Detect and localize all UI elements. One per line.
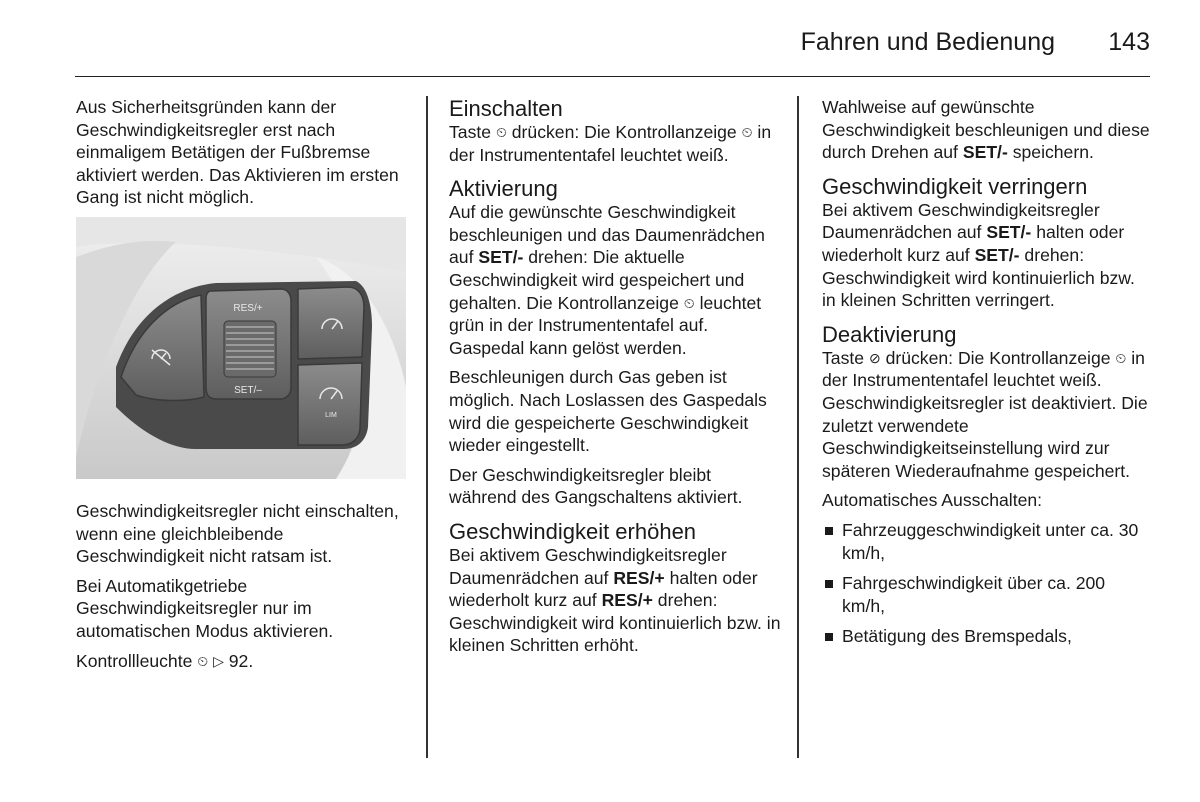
- set-label: SET/–: [234, 384, 262, 396]
- paragraph: Bei Automatikgetriebe Geschwindigkeitsregler nur im automatischen Modus aktivieren.: [76, 575, 334, 641]
- page-header: [75, 20, 1150, 77]
- column-divider: [797, 96, 799, 758]
- bullet-list: [822, 519, 1152, 648]
- heading-erhoehen: Geschwindigkeit erhöhen: [449, 518, 697, 544]
- paragraph: Taste ⏲ drücken: Die Kontrollanzeige ⏲ in der Instrumententafel leuchtet weiß.: [449, 122, 772, 165]
- paragraph: Beschleunigen durch Gas geben ist möglich. Nach Loslassen des Gaspedals wird die gespeicherte Geschwindigkeit wieder eingestellt.: [449, 367, 767, 456]
- cruise-control-icon: ⏲: [197, 652, 209, 669]
- page-number: 143: [1108, 28, 1150, 56]
- paragraph: Auf die gewünschte Geschwindigkeit beschleunigen und das Daumenrädchen auf SET/- drehen: Die aktuelle Geschwindigkeit wird gespeichert und gehalten. Die Kontrollanzeige ⏲ leuchtet grün in der Instrumententafel auf. Gaspedal kann gelöst werden.: [449, 202, 765, 358]
- paragraph: Bei aktivem Geschwindigkeitsregler Daumenrädchen auf SET/- halten oder wiederholt kurz auf SET/- drehen: Geschwindigkeit wird kontinuierlich bzw. in kleinen Schritten verringert.: [822, 199, 1135, 311]
- res-label: RES/+: [233, 302, 263, 314]
- list-item: Fahrgeschwindigkeit über ca. 200 km/h,: [822, 572, 1152, 617]
- reference-arrow-icon: ▷: [213, 652, 224, 669]
- steering-wheel-controls-figure: [76, 217, 406, 479]
- paragraph: Der Geschwindigkeitsregler bleibt während des Gangschaltens aktiviert.: [449, 464, 743, 508]
- column-divider: [426, 96, 428, 758]
- cruise-control-icon: ⏲: [741, 124, 753, 140]
- intro-paragraph: Aus Sicherheitsgründen kann der Geschwindigkeitsregler erst nach einmaligem Betätigen der Fußbremse aktiviert werden. Das Aktivieren im ersten Gang ist nicht möglich.: [76, 97, 399, 208]
- heading-deaktivierung: Deaktivierung: [822, 321, 957, 347]
- heading-verringern: Geschwindigkeit verringern: [822, 173, 1088, 199]
- paragraph-reference: Kontrollleuchte ⏲ ▷ 92.: [76, 650, 254, 671]
- column-2: [449, 96, 781, 664]
- cruise-control-off-icon: ⊘: [868, 349, 881, 366]
- cruise-control-icon: ⏲: [683, 294, 695, 311]
- paragraph: Geschwindigkeitsregler nicht einschalten, wenn eine gleichbleibende Geschwindigkeit nicht ratsam ist.: [76, 500, 399, 567]
- paragraph: Wahlweise auf gewünschte Geschwindigkeit beschleunigen und diese durch Drehen auf SET/- speichern.: [822, 97, 1150, 163]
- list-item: Betätigung des Bremspedals,: [822, 625, 1152, 648]
- column-1: [76, 96, 406, 679]
- paragraph: Automatisches Ausschalten:: [822, 490, 1043, 511]
- paragraph: Bei aktivem Geschwindigkeitsregler Daumenrädchen auf RES/+ halten oder wiederholt kurz auf RES/+ drehen: Geschwindigkeit wird kontinuierlich bzw. in kleinen Schritten erhöht.: [449, 544, 781, 656]
- column-3: [822, 96, 1152, 656]
- cruise-control-icon: ⏲: [495, 124, 507, 140]
- heading-einschalten: Einschalten: [449, 96, 563, 121]
- heading-aktivierung: Aktivierung: [449, 176, 558, 202]
- paragraph: Taste ⊘ drücken: Die Kontrollanzeige ⏲ in der Instrumententafel leuchtet weiß. Geschwindigkeitsregler ist deaktiviert. Die zuletzt verwendete Geschwindigkeitseinstellung wird zur späteren Wiederaufnahme gespeichert.: [822, 347, 1148, 481]
- page-reference-link[interactable]: 92.: [228, 650, 254, 671]
- steering-wheel-illustration: [76, 217, 406, 479]
- running-title: Fahren und Bedienung: [800, 28, 1055, 56]
- lim-label: LIM: [325, 411, 337, 419]
- cruise-control-icon: ⏲: [1115, 349, 1127, 366]
- list-item: Fahrzeuggeschwindigkeit unter ca. 30 km/h,: [822, 519, 1152, 564]
